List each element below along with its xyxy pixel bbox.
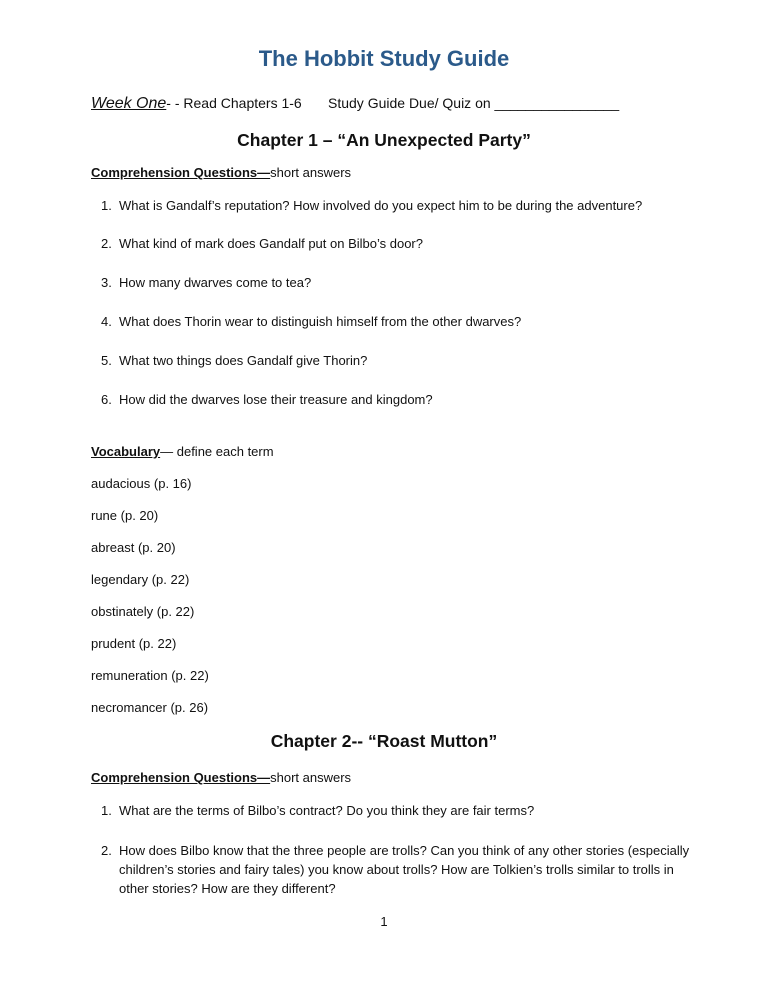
week-line xyxy=(91,95,302,113)
question-text: What are the terms of Bilbo’s contract? Do you think they are fair terms? xyxy=(119,803,535,818)
vocab-item: abreast (p. 20) xyxy=(91,540,176,555)
vocab-item: obstinately (p. 22) xyxy=(91,604,195,619)
question-number: 2. xyxy=(101,236,112,251)
vocab-item: prudent (p. 22) xyxy=(91,636,177,651)
section-sub: short answers xyxy=(270,165,352,180)
section-label: Comprehension Questions— xyxy=(91,165,271,180)
section-sub: short answers xyxy=(270,770,352,785)
question-number: 2. xyxy=(101,843,112,858)
question-number: 3. xyxy=(101,275,112,290)
chapter2-heading: Chapter 2-- “Roast Mutton” xyxy=(270,731,498,751)
vocab-item: rune (p. 20) xyxy=(91,508,159,523)
page-number: 1 xyxy=(380,914,388,929)
due-date-line: Study Guide Due/ Quiz on ________________ xyxy=(328,95,620,111)
document-title: The Hobbit Study Guide xyxy=(258,46,510,71)
vocab-item: remuneration (p. 22) xyxy=(91,668,209,683)
question-number: 6. xyxy=(101,392,112,407)
week-label: Week One xyxy=(91,95,167,112)
question-text: How does Bilbo know that the three people are trolls? Can you think of any other stories (especially children’s stories and fairy tales) you know about trolls? How are Tolkien’s trolls similar to trolls in other stories? How are they different? xyxy=(119,843,690,896)
week-reading: - - Read Chapters 1-6 xyxy=(166,95,302,111)
question-text: What is Gandalf’s reputation? How involved do you expect him to be during the adventure? xyxy=(119,198,643,213)
section-label: Comprehension Questions— xyxy=(91,770,271,785)
question-text: How many dwarves come to tea? xyxy=(119,275,312,290)
question-number: 1. xyxy=(101,198,112,213)
question-text: What two things does Gandalf give Thorin? xyxy=(119,353,368,368)
question-text: What kind of mark does Gandalf put on Bilbo’s door? xyxy=(119,236,423,251)
question-number: 1. xyxy=(101,803,112,818)
section-label: Vocabulary xyxy=(91,444,161,459)
question-number: 4. xyxy=(101,314,112,329)
vocabulary-label xyxy=(91,444,274,460)
section-sub: — define each term xyxy=(160,444,274,459)
chapter1-comprehension-label xyxy=(91,165,351,181)
question-number: 5. xyxy=(101,353,112,368)
question-text: What does Thorin wear to distinguish himself from the other dwarves? xyxy=(119,314,522,329)
vocab-item: necromancer (p. 26) xyxy=(91,700,209,715)
question-text: How did the dwarves lose their treasure and kingdom? xyxy=(119,392,433,407)
vocab-item: audacious (p. 16) xyxy=(91,476,192,491)
vocab-item: legendary (p. 22) xyxy=(91,572,190,587)
chapter2-comprehension-label xyxy=(91,770,351,786)
chapter1-heading: Chapter 1 – “An Unexpected Party” xyxy=(237,130,531,150)
